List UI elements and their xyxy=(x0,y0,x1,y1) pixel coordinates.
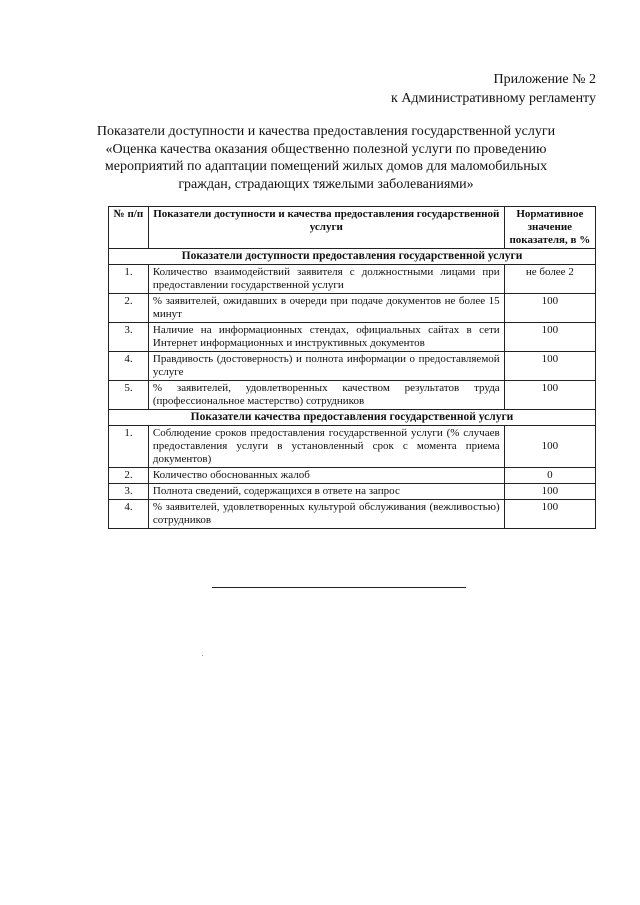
table-row xyxy=(109,381,596,410)
row-number: 5. xyxy=(109,381,149,410)
row-number: 1. xyxy=(109,265,149,294)
row-indicator: % заявителей, ожидавших в очереди при подаче документов не более 15 минут xyxy=(148,294,504,323)
section-title: Показатели доступности предоставления государственной услуги xyxy=(109,249,596,265)
row-indicator: % заявителей, удовлетворенных качеством результатов труда (профессиональное мастерство) сотрудников xyxy=(148,381,504,410)
row-number: 1. xyxy=(109,426,149,468)
row-indicator: Количество обоснованных жалоб xyxy=(148,468,504,484)
row-indicator: Полнота сведений, содержащихся в ответе на запрос xyxy=(148,484,504,500)
row-indicator: % заявителей, удовлетворенных культурой обслуживания (вежливостью) сотрудников xyxy=(148,500,504,529)
closing-divider xyxy=(212,587,466,588)
row-value: не более 2 xyxy=(504,265,595,294)
row-value: 100 xyxy=(504,500,595,529)
header-number: № п/п xyxy=(109,207,149,249)
row-indicator: Количество взаимодействий заявителя с должностными лицами при предоставлении государственной услуги xyxy=(148,265,504,294)
row-indicator: Наличие на информационных стендах, официальных сайтах в сети Интернет информационных и инструктивных документов xyxy=(148,323,504,352)
table-header-row xyxy=(109,207,596,249)
indicators-table xyxy=(108,206,596,529)
section-title: Показатели качества предоставления государственной услуги xyxy=(109,410,596,426)
row-number: 3. xyxy=(109,484,149,500)
row-number: 2. xyxy=(109,294,149,323)
row-number: 2. xyxy=(109,468,149,484)
row-value: 100 xyxy=(504,381,595,410)
table-row xyxy=(109,468,596,484)
scan-speck xyxy=(202,655,203,656)
row-indicator: Соблюдение сроков предоставления государственной услуги (% случаев предоставления услуги в установленный срок с момента приема документов) xyxy=(148,426,504,468)
section-accessibility xyxy=(109,249,596,265)
appendix-number: Приложение № 2 xyxy=(493,72,596,87)
header-normative-value: Нормативное значение показателя, в % xyxy=(504,207,595,249)
row-value: 100 xyxy=(504,484,595,500)
appendix-heading xyxy=(391,70,596,108)
table-row xyxy=(109,426,596,468)
appendix-reference: к Административному регламенту xyxy=(391,91,596,106)
table-row xyxy=(109,484,596,500)
section-quality xyxy=(109,410,596,426)
row-indicator: Правдивость (достоверность) и полнота информации о предоставляемой услуге xyxy=(148,352,504,381)
table-row xyxy=(109,323,596,352)
table-row xyxy=(109,265,596,294)
row-value: 100 xyxy=(504,426,595,468)
table-row xyxy=(109,500,596,529)
document-title: Показатели доступности и качества предоставления государственной услуги «Оценка качества оказания общественно полезной услуги по проведению мероприятий по адаптации помещений жилых домов для маломобильных граждан, страдающих тяжелыми заболеваниями» xyxy=(96,124,556,192)
table-row xyxy=(109,294,596,323)
row-value: 0 xyxy=(504,468,595,484)
header-indicator: Показатели доступности и качества предоставления государственной услуги xyxy=(148,207,504,249)
row-number: 4. xyxy=(109,500,149,529)
row-value: 100 xyxy=(504,352,595,381)
row-value: 100 xyxy=(504,294,595,323)
row-value: 100 xyxy=(504,323,595,352)
row-number: 4. xyxy=(109,352,149,381)
table-row xyxy=(109,352,596,381)
row-number: 3. xyxy=(109,323,149,352)
